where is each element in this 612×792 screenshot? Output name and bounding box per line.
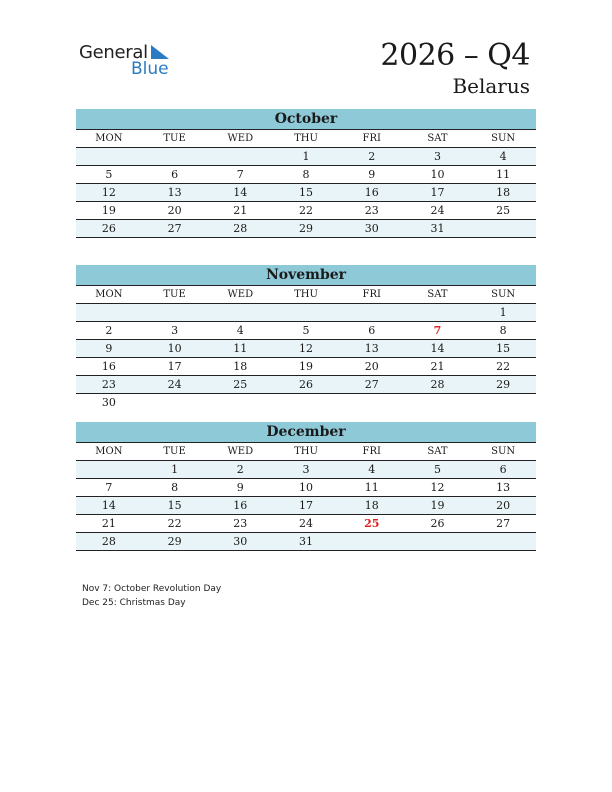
- week-row: [76, 340, 536, 358]
- day-cell: [142, 394, 208, 411]
- day-cell: 19: [430, 499, 445, 512]
- weekday-label: SAT: [427, 446, 448, 457]
- day-cell: 22: [496, 360, 511, 373]
- weekday-label: TUE: [163, 133, 186, 144]
- day-cell: 23: [364, 204, 379, 217]
- week-row: [76, 166, 536, 184]
- day-cell: 22: [167, 517, 182, 530]
- day-cell: 28: [101, 535, 116, 548]
- day-cell: 29: [167, 535, 182, 548]
- day-cell: 13: [496, 481, 511, 494]
- weekday-label: FRI: [362, 446, 381, 457]
- brand-blue: Blue: [131, 59, 169, 79]
- day-cell: 8: [302, 168, 310, 181]
- month-title: December: [76, 422, 536, 443]
- week-row: [76, 497, 536, 515]
- day-cell: 28: [430, 378, 445, 391]
- day-cell: 3: [171, 324, 179, 337]
- weekday-label: WED: [227, 133, 254, 144]
- week-row: [76, 304, 536, 322]
- day-cell: 11: [364, 481, 379, 494]
- week-row: [76, 394, 536, 411]
- day-cell: 14: [101, 499, 116, 512]
- day-cell: [142, 304, 208, 321]
- day-cell: [273, 394, 339, 411]
- day-cell: 12: [101, 186, 116, 199]
- day-cell: 2: [236, 463, 244, 476]
- day-cell: 28: [233, 222, 248, 235]
- day-cell: 20: [364, 360, 379, 373]
- day-cell: 21: [430, 360, 445, 373]
- day-cell: 20: [496, 499, 511, 512]
- brand-general: General: [79, 42, 148, 63]
- day-cell: 2: [105, 324, 113, 337]
- weekday-label: SUN: [491, 289, 516, 300]
- day-cell: [76, 304, 142, 321]
- day-cell: 23: [233, 517, 248, 530]
- day-cell: 31: [299, 535, 314, 548]
- day-cell: 1: [302, 150, 310, 163]
- weekday-label: THU: [294, 289, 318, 300]
- day-cell: 26: [299, 378, 314, 391]
- weekday-label: SUN: [491, 133, 516, 144]
- day-cell: [339, 394, 405, 411]
- weekday-label: MON: [95, 446, 123, 457]
- week-row: [76, 479, 536, 497]
- day-cell: [207, 148, 273, 165]
- day-cell: 10: [430, 168, 445, 181]
- day-cell: 26: [430, 517, 445, 530]
- country-name: Belarus: [452, 74, 530, 98]
- day-cell: 16: [101, 360, 116, 373]
- month-title: October: [76, 109, 536, 130]
- weekday-label: SUN: [491, 446, 516, 457]
- day-cell: 10: [299, 481, 314, 494]
- day-cell: 27: [364, 378, 379, 391]
- month-october: [76, 109, 536, 238]
- day-cell: [273, 304, 339, 321]
- day-cell: 9: [368, 168, 376, 181]
- day-cell: [207, 304, 273, 321]
- weekday-label: MON: [95, 133, 123, 144]
- weekday-label: THU: [294, 133, 318, 144]
- day-cell: 7: [236, 168, 244, 181]
- holiday-note: Dec 25: Christmas Day: [82, 598, 186, 608]
- day-cell: 15: [496, 342, 511, 355]
- day-cell: 2: [368, 150, 376, 163]
- holiday-notes: [82, 582, 221, 610]
- day-cell: 12: [430, 481, 445, 494]
- day-cell: 7: [105, 481, 113, 494]
- day-cell: 24: [167, 378, 182, 391]
- day-cell: 6: [499, 463, 507, 476]
- day-cell: 25: [496, 204, 511, 217]
- day-cell: [405, 304, 471, 321]
- day-cell: 30: [101, 396, 116, 409]
- day-cell: [470, 220, 536, 237]
- day-cell: [470, 394, 536, 411]
- day-cell: [76, 461, 142, 478]
- day-cell: 13: [167, 186, 182, 199]
- day-cell: 15: [167, 499, 182, 512]
- day-cell: [339, 304, 405, 321]
- day-cell: [76, 148, 142, 165]
- day-cell: 8: [171, 481, 179, 494]
- weekday-row: [76, 443, 536, 461]
- day-cell: 29: [299, 222, 314, 235]
- holiday-day: 25: [364, 517, 380, 530]
- weekday-label: FRI: [362, 289, 381, 300]
- day-cell: 16: [364, 186, 379, 199]
- day-cell: 13: [364, 342, 379, 355]
- day-cell: 21: [233, 204, 248, 217]
- weekday-label: MON: [95, 289, 123, 300]
- week-row: [76, 202, 536, 220]
- day-cell: 5: [302, 324, 310, 337]
- day-cell: 18: [364, 499, 379, 512]
- day-cell: [405, 394, 471, 411]
- day-cell: 8: [499, 324, 507, 337]
- day-cell: 15: [299, 186, 314, 199]
- weekday-label: THU: [294, 446, 318, 457]
- weekday-label: TUE: [163, 289, 186, 300]
- day-cell: 18: [496, 186, 511, 199]
- week-row: [76, 322, 536, 340]
- day-cell: 17: [430, 186, 445, 199]
- week-row: [76, 184, 536, 202]
- week-row: [76, 220, 536, 238]
- day-cell: 29: [496, 378, 511, 391]
- weekday-label: TUE: [163, 446, 186, 457]
- day-cell: 9: [236, 481, 244, 494]
- day-cell: 27: [496, 517, 511, 530]
- week-row: [76, 358, 536, 376]
- weekday-row: [76, 130, 536, 148]
- day-cell: 17: [299, 499, 314, 512]
- day-cell: [207, 394, 273, 411]
- day-cell: 11: [496, 168, 511, 181]
- day-cell: 30: [364, 222, 379, 235]
- day-cell: 20: [167, 204, 182, 217]
- day-cell: 14: [430, 342, 445, 355]
- day-cell: 23: [101, 378, 116, 391]
- page-title: 2026 – Q4: [380, 38, 530, 73]
- day-cell: 4: [499, 150, 507, 163]
- day-cell: 27: [167, 222, 182, 235]
- day-cell: 5: [433, 463, 441, 476]
- day-cell: 12: [299, 342, 314, 355]
- day-cell: 14: [233, 186, 248, 199]
- week-row: [76, 461, 536, 479]
- day-cell: [405, 533, 471, 550]
- weekday-label: WED: [227, 446, 254, 457]
- day-cell: 24: [299, 517, 314, 530]
- weekday-label: FRI: [362, 133, 381, 144]
- day-cell: 1: [171, 463, 179, 476]
- day-cell: 19: [299, 360, 314, 373]
- day-cell: 6: [171, 168, 179, 181]
- week-row: [76, 148, 536, 166]
- day-cell: 31: [430, 222, 445, 235]
- day-cell: 18: [233, 360, 248, 373]
- weekday-label: SAT: [427, 289, 448, 300]
- day-cell: 24: [430, 204, 445, 217]
- holiday-note: Nov 7: October Revolution Day: [82, 584, 222, 594]
- day-cell: [142, 148, 208, 165]
- day-cell: 11: [233, 342, 248, 355]
- day-cell: 4: [236, 324, 244, 337]
- day-cell: 22: [299, 204, 314, 217]
- weekday-label: SAT: [427, 133, 448, 144]
- month-november: [76, 265, 536, 411]
- holiday-day: 7: [433, 324, 442, 337]
- day-cell: 16: [233, 499, 248, 512]
- day-cell: 26: [101, 222, 116, 235]
- day-cell: [339, 533, 405, 550]
- month-title: November: [76, 265, 536, 286]
- day-cell: 19: [101, 204, 116, 217]
- week-row: [76, 515, 536, 533]
- day-cell: 25: [233, 378, 248, 391]
- day-cell: 5: [105, 168, 113, 181]
- weekday-row: [76, 286, 536, 304]
- day-cell: [470, 533, 536, 550]
- day-cell: 4: [368, 463, 376, 476]
- day-cell: 3: [302, 463, 310, 476]
- day-cell: 30: [233, 535, 248, 548]
- day-cell: 10: [167, 342, 182, 355]
- day-cell: 9: [105, 342, 113, 355]
- weekday-label: WED: [227, 289, 254, 300]
- day-cell: 1: [499, 306, 507, 319]
- month-december: [76, 422, 536, 551]
- day-cell: 17: [167, 360, 182, 373]
- day-cell: 6: [368, 324, 376, 337]
- week-row: [76, 376, 536, 394]
- day-cell: 21: [101, 517, 116, 530]
- week-row: [76, 533, 536, 551]
- day-cell: 3: [433, 150, 441, 163]
